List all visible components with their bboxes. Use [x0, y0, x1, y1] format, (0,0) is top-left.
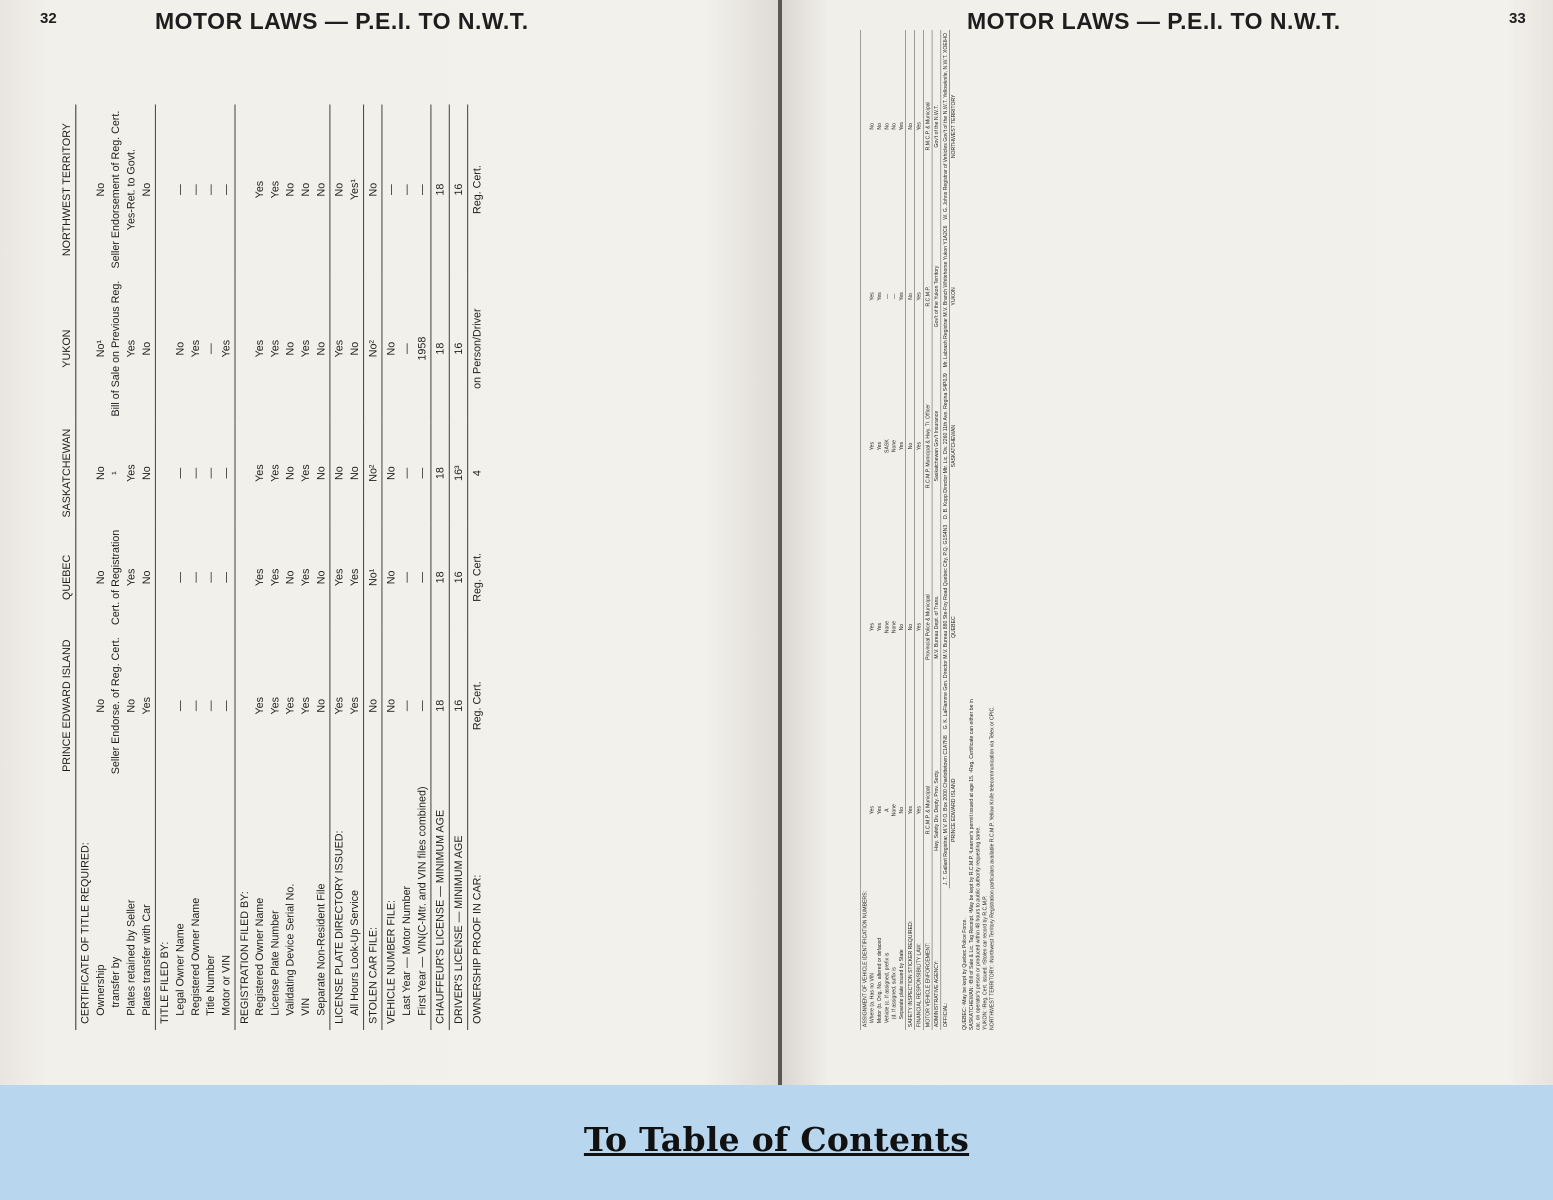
table-cell: —	[174, 572, 187, 583]
table-cell: —	[416, 184, 429, 195]
table-cell	[155, 423, 173, 524]
table-cell: —	[204, 700, 218, 712]
table-cell: Yes	[330, 631, 348, 780]
table-cell: SASK	[883, 439, 890, 453]
table-cell: Yes	[125, 568, 138, 587]
table-cell: Seller Endorse. of Reg. Cert.	[110, 637, 123, 775]
table-cell: No	[94, 698, 107, 713]
table-cell: Yes	[299, 568, 313, 587]
table-cell: Yes	[269, 464, 282, 482]
row-label: VEHICLE NUMBER FILE:	[382, 780, 400, 1030]
table-row	[348, 105, 364, 1030]
row-label: All Hours Look-Up Service	[348, 890, 362, 1016]
table-cell: Yes	[876, 806, 883, 815]
table-cell: Yes¹	[348, 179, 362, 201]
row-label: DRIVER'S LICENSE — MINIMUM AGE	[449, 780, 467, 1030]
table-row	[109, 105, 124, 1030]
footer-bar	[0, 1120, 1553, 1159]
table-cell: —	[400, 700, 414, 712]
table-cell	[155, 105, 173, 275]
column-header: PRINCE EDWARD ISLAND	[60, 631, 76, 780]
table-row	[253, 105, 268, 1030]
table-row	[173, 105, 188, 1030]
table-cell: Yes	[253, 180, 267, 199]
table-cell: No	[315, 466, 328, 480]
table-row	[906, 30, 915, 1030]
table-cell: Mr. Labrash Registrar M.V. Branch Whitehorse Yukon Y1A2C6	[941, 223, 950, 371]
table-cell: No	[315, 341, 328, 356]
table-cell: Reg. Cert.	[468, 524, 486, 632]
table-row	[914, 30, 923, 1030]
table-row	[468, 105, 486, 1030]
column-footer: SASKATCHEWAN	[950, 370, 958, 522]
table-cell: None	[891, 439, 898, 453]
row-label: CERTIFICATE OF TITLE REQUIRED:	[76, 780, 94, 1030]
table-cell: —	[189, 572, 202, 583]
column-header: QUEBEC	[60, 524, 76, 632]
table-row	[124, 105, 139, 1030]
table-cell: No	[348, 341, 362, 356]
table-cell: Yes	[348, 568, 362, 587]
table-row	[330, 105, 348, 1030]
row-label: (d. If assigned, suffix is	[891, 967, 898, 1020]
table-cell: Saskatchewan Gov't Insurance	[932, 370, 941, 522]
table-cell: Yes	[140, 696, 153, 715]
table-cell: Yes	[299, 464, 313, 482]
column-header: NORTHWEST TERRITORY	[60, 105, 76, 275]
table-row	[204, 105, 219, 1030]
table-cell: Yes	[914, 223, 923, 371]
table-cell	[76, 105, 94, 275]
table-cell: Reg. Cert.	[468, 631, 486, 780]
table-cell	[860, 30, 869, 222]
column-footer: NORTHWEST TERRITORY	[950, 30, 958, 222]
table-cell: —	[400, 572, 414, 583]
table-cell: —	[220, 467, 233, 479]
table-cell	[155, 524, 173, 632]
table-cell: Yes	[876, 441, 883, 451]
table-cell: No	[284, 466, 297, 480]
footnote-line: SASKATCHEWAN: ¹Bill of Sale & Lic. Tag Receipt. ²May be kept by R.C.M.P. ³Learner's permit issued at age 15. ⁴Reg. Certificate can either be in	[968, 699, 975, 1030]
table-cell: —	[220, 572, 233, 583]
table-row	[268, 105, 283, 1030]
table-cell: —	[204, 572, 218, 583]
table-cell: 18	[431, 423, 449, 524]
table-cell: No²	[364, 275, 382, 423]
table-row	[235, 105, 253, 1030]
table-cell: 18	[431, 631, 449, 780]
table-cell: Provincial Police & Municipal	[923, 522, 932, 732]
table-cell: —	[220, 184, 233, 195]
table-cell: No	[284, 182, 297, 197]
table-of-contents-link[interactable]: To Table of Contents	[583, 1120, 970, 1159]
table-cell: Yes	[330, 524, 348, 632]
page-heading: MOTOR LAWS — P.E.I. TO N.W.T.	[967, 8, 1341, 34]
table-cell: No	[364, 105, 382, 275]
footnotes	[961, 551, 995, 1030]
table-cell: —	[174, 184, 187, 195]
table-cell: W. G. Johns Registrar of Vehicles Gov't of the N.W.T. Yellowknife, N.W.T. XOEIHO	[941, 30, 950, 222]
table-cell: No	[94, 570, 107, 585]
right-page	[782, 0, 1553, 1085]
table-cell: No	[382, 524, 400, 632]
row-label: REGISTRATION FILED BY:	[235, 780, 253, 1030]
table-cell: Yes	[253, 464, 267, 482]
table-cell: No	[315, 570, 328, 585]
table-cell: —	[400, 343, 414, 354]
table-cell: No	[898, 806, 905, 814]
table-cell: M.V. Bureau Dept. of Trans.	[932, 522, 941, 732]
motor-laws-table-left	[60, 105, 486, 1030]
row-label: FINANCIAL RESPONSIBILITY LAW:	[914, 888, 923, 1030]
row-label: Legal Owner Name	[174, 923, 187, 1016]
table-row	[860, 30, 869, 1030]
table-cell	[235, 631, 253, 780]
row-label: Motor or VIN	[220, 954, 233, 1016]
table-cell: No	[869, 123, 876, 130]
table-cell: 16	[449, 105, 467, 275]
table-cell: G. K. LaFlamme Gen. Director M.V. Bureau 880 Ste-Foy Road Quebec City, P.Q. G1S4N3	[941, 522, 950, 732]
row-label: SAFETY INSPECTION STICKER REQUIRED:	[906, 888, 915, 1030]
table-cell	[76, 631, 94, 780]
table-cell: Yes	[869, 292, 876, 301]
table-cell: None	[883, 620, 890, 634]
table-cell: No	[284, 570, 297, 585]
row-label: OFFICIAL:	[941, 888, 950, 1030]
table-cell	[860, 732, 869, 888]
table-row	[299, 105, 314, 1030]
table-cell: No	[94, 182, 107, 197]
column-header: SASKATCHEWAN	[60, 423, 76, 524]
table-cell: No	[898, 623, 905, 631]
table-cell: Yes	[914, 732, 923, 888]
table-cell	[235, 524, 253, 632]
row-label: Separate plate issued by State	[898, 949, 905, 1020]
table-cell: No	[906, 30, 915, 222]
table-cell: R.C.M.P.	[923, 223, 932, 371]
table-cell: Yes	[269, 696, 282, 715]
table-cell: No	[906, 522, 915, 732]
row-label: Vehicle (c. If assigned, prefix is	[883, 952, 890, 1024]
table-row	[898, 30, 906, 1030]
table-row	[883, 30, 890, 1030]
table-cell: 18	[431, 524, 449, 632]
table-cell: Yes	[253, 696, 267, 715]
table-cell: No	[382, 631, 400, 780]
table-cell: J. T. Gallant Registrar, M.V. P.O. Box 2000 Charlottetown C1A7N8	[941, 732, 950, 888]
table-cell: Gov't of the Yukon Territory	[932, 223, 941, 371]
table-cell: —	[174, 467, 187, 479]
table-cell: No	[140, 182, 153, 197]
table-cell: Yes	[269, 339, 282, 358]
table-cell	[76, 275, 94, 423]
row-label: ADMINISTRATIVE AGENCY:	[932, 888, 941, 1030]
table-cell: No	[891, 123, 898, 130]
table-cell: 16	[449, 524, 467, 632]
table-cell: Yes-Ret. to Govt.	[125, 148, 138, 231]
motor-laws-table-right	[860, 30, 957, 1030]
table-cell: on Person/Driver	[468, 275, 486, 423]
table-cell: Yes	[269, 568, 282, 587]
table-cell: —	[189, 700, 202, 712]
table-cell: Yes	[876, 622, 883, 632]
table-cell: —	[400, 184, 414, 195]
table-cell: —	[883, 293, 890, 300]
table-cell: No	[125, 698, 138, 713]
footnote-line: QUEBEC: ¹May be kept by Quebec Police Force.	[961, 918, 968, 1030]
table-cell: Yes	[898, 292, 905, 301]
row-label: Title Number	[204, 954, 218, 1016]
table-cell: No	[330, 423, 348, 524]
table-cell: Yes	[125, 464, 138, 482]
row-label: Ownership	[94, 964, 107, 1016]
table-row	[415, 105, 431, 1030]
row-label: Where (a. Has no VIN	[869, 972, 876, 1024]
table-cell: No¹	[94, 339, 107, 358]
row-label: Registered Owner Name	[189, 897, 202, 1016]
table-cell: Yes	[869, 622, 876, 632]
table-row	[891, 30, 898, 1030]
table-cell: Cert. of Registration	[110, 529, 123, 626]
row-label: MOTOR VEHICLE ENFORCEMENT:	[923, 888, 932, 1030]
left-table-rotated	[60, 30, 486, 1030]
footnote-line: YUKON: ¹Reg. Cert. issued. ²Stolen car record by R.C.M.P.	[982, 895, 988, 1030]
table-cell: —	[891, 293, 898, 300]
table-cell: No	[382, 275, 400, 423]
row-label: TITLE FILED BY:	[155, 780, 173, 1030]
table-cell: No¹	[364, 524, 382, 632]
table-row	[155, 105, 173, 1030]
table-cell: Yes	[869, 806, 876, 815]
table-cell: —	[189, 184, 202, 195]
table-cell: R.M.C.P. & Municipal	[923, 30, 932, 222]
table-cell: Yes	[898, 122, 905, 131]
footnote-line: car, on operator's person or produced within 48 hours to public authority requesting same.	[975, 826, 982, 1030]
table-cell: —	[416, 572, 429, 583]
table-cell: No	[94, 466, 107, 480]
table-cell: No	[906, 223, 915, 371]
table-cell: —	[416, 467, 429, 479]
table-cell: None	[891, 620, 898, 634]
table-cell: Yes	[253, 568, 267, 587]
table-row	[431, 105, 449, 1030]
table-cell: No	[382, 423, 400, 524]
table-row	[94, 105, 109, 1030]
left-page	[0, 0, 782, 1085]
table-cell: Yes	[299, 696, 313, 715]
table-row	[941, 30, 950, 1030]
page-number: 33	[1509, 10, 1526, 27]
table-cell: No	[364, 631, 382, 780]
table-row	[76, 105, 94, 1030]
table-row	[382, 105, 400, 1030]
column-footer-spacer	[950, 888, 958, 1030]
table-row	[140, 105, 156, 1030]
table-cell: —	[416, 700, 429, 712]
row-label: transfer by	[110, 956, 123, 1008]
table-cell: No	[330, 105, 348, 275]
table-row	[400, 105, 415, 1030]
table-cell: Yes	[876, 292, 883, 301]
table-cell: Seller Endorsement of Reg. Cert.	[110, 110, 123, 269]
table-row	[364, 105, 382, 1030]
table-cell: R.C.M.P. Municipal & Hwy. Tr. Officer	[923, 370, 932, 522]
row-label: STOLEN CAR FILE:	[364, 780, 382, 1030]
table-cell: —	[204, 343, 218, 354]
table-cell: ¹	[110, 471, 123, 475]
table-cell	[860, 370, 869, 522]
table-cell: Yes	[253, 339, 267, 358]
table-cell	[235, 275, 253, 423]
row-label: Validating Device Serial No.	[284, 883, 297, 1016]
table-cell: No	[299, 182, 313, 197]
table-row	[923, 30, 932, 1030]
table-cell	[155, 631, 173, 780]
table-cell: No	[174, 341, 187, 356]
table-cell: —	[382, 105, 400, 275]
table-cell: —	[189, 467, 202, 479]
table-cell	[235, 423, 253, 524]
row-label: First Year — VIN(C-Mtr. and VIN files combined)	[416, 786, 429, 1016]
table-row	[449, 105, 467, 1030]
table-cell: No	[315, 182, 328, 197]
table-cell	[155, 275, 173, 423]
table-cell: —	[204, 184, 218, 195]
column-footer: PRINCE EDWARD ISLAND	[950, 732, 958, 888]
table-cell: Yes	[914, 370, 923, 522]
table-cell: None	[891, 804, 898, 817]
table-cell: R.C.M.P. & Municipal	[923, 732, 932, 888]
table-cell: —	[204, 467, 218, 479]
row-label: ASSIGNMENT OF VEHICLE IDENTIFICATION NUMBERS:	[860, 888, 869, 1030]
table-cell	[860, 223, 869, 371]
right-table-rotated	[860, 33, 995, 1030]
table-cell: 16	[449, 631, 467, 780]
table-cell: Hwy. Safety Div. Depty. Prov. Secty.	[932, 732, 941, 888]
table-cell: No	[883, 123, 890, 130]
row-label: License Plate Number	[269, 910, 282, 1016]
row-label: Plates transfer with Car	[140, 904, 153, 1016]
table-cell: No²	[364, 423, 382, 524]
table-cell: No	[876, 123, 883, 130]
table-cell: Yes	[898, 441, 905, 451]
row-label: Last Year — Motor Number	[400, 885, 414, 1016]
row-label: Separate Non-Resident File	[315, 883, 328, 1016]
table-cell: Yes	[269, 180, 282, 199]
table-cell: No	[140, 570, 153, 585]
table-cell: Yes	[299, 339, 313, 358]
table-row	[876, 30, 883, 1030]
table-cell: Bill of Sale on Previous Reg.	[110, 280, 123, 417]
table-row	[219, 105, 235, 1030]
table-cell: No	[348, 466, 362, 480]
table-cell	[860, 522, 869, 732]
table-cell: 4	[468, 423, 486, 524]
table-row	[189, 105, 204, 1030]
table-cell	[235, 105, 253, 275]
table-cell: 16³	[449, 423, 467, 524]
table-cell: No	[315, 698, 328, 713]
table-cell: —	[174, 700, 187, 712]
row-label: CHAUFFEUR'S LICENSE — MINIMUM AGE	[431, 780, 449, 1030]
table-cell: Yes	[906, 732, 915, 888]
table-cell: Yes	[330, 275, 348, 423]
table-cell: Yes	[914, 522, 923, 732]
table-row	[869, 30, 876, 1030]
table-cell: Yes	[189, 339, 202, 358]
table-row	[932, 30, 941, 1030]
table-cell: Yes	[914, 30, 923, 222]
table-cell	[76, 524, 94, 632]
table-cell: D. B. Kopp Director Mtr. Lic. Div. 2260 11th Ave. Regina S4P0J9	[941, 370, 950, 522]
table-cell: No	[284, 341, 297, 356]
column-footer: QUEBEC	[950, 522, 958, 732]
table-cell: 18	[431, 275, 449, 423]
column-footer: YUKON	[950, 223, 958, 371]
row-label: Plates retained by Seller	[125, 899, 138, 1016]
page-number: 32	[40, 10, 57, 27]
table-row	[314, 105, 330, 1030]
table-cell: No	[140, 341, 153, 356]
table-cell	[76, 423, 94, 524]
table-cell: No	[140, 466, 153, 480]
table-cell: A	[883, 808, 890, 812]
table-row	[283, 105, 298, 1030]
column-header: YUKON	[60, 275, 76, 423]
table-cell: 18	[431, 105, 449, 275]
table-cell: 16	[449, 275, 467, 423]
table-cell: Yes	[220, 339, 233, 358]
table-cell: —	[400, 467, 414, 479]
row-label: LICENSE PLATE DIRECTORY ISSUED:	[330, 780, 348, 1030]
page-heading: MOTOR LAWS — P.E.I. TO N.W.T.	[155, 8, 529, 34]
row-label: VIN	[299, 997, 313, 1016]
row-label: OWNERSHIP PROOF IN CAR:	[468, 780, 486, 1030]
table-cell: Gov't of the N.W.T.	[932, 30, 941, 222]
table-cell: Yes	[125, 339, 138, 358]
table-cell: No	[906, 370, 915, 522]
table-cell: Yes	[869, 441, 876, 451]
row-label: Registered Owner Name	[253, 897, 267, 1016]
row-label: Motor (b. Orig. No. altered or defaced	[876, 937, 883, 1024]
table-cell: 1958	[416, 336, 429, 361]
footnote-line: NORTHWEST TERRITORY: ¹Northwest Territory Registration particulars available R.C.M.P. Yellow Knife telecommunication via Telex or CPIC.	[988, 706, 995, 1030]
table-cell: —	[220, 700, 233, 712]
table-cell: Yes	[284, 696, 297, 715]
table-cell: Reg. Cert.	[468, 105, 486, 275]
column-header	[60, 780, 76, 1030]
table-cell: Yes	[348, 696, 362, 715]
